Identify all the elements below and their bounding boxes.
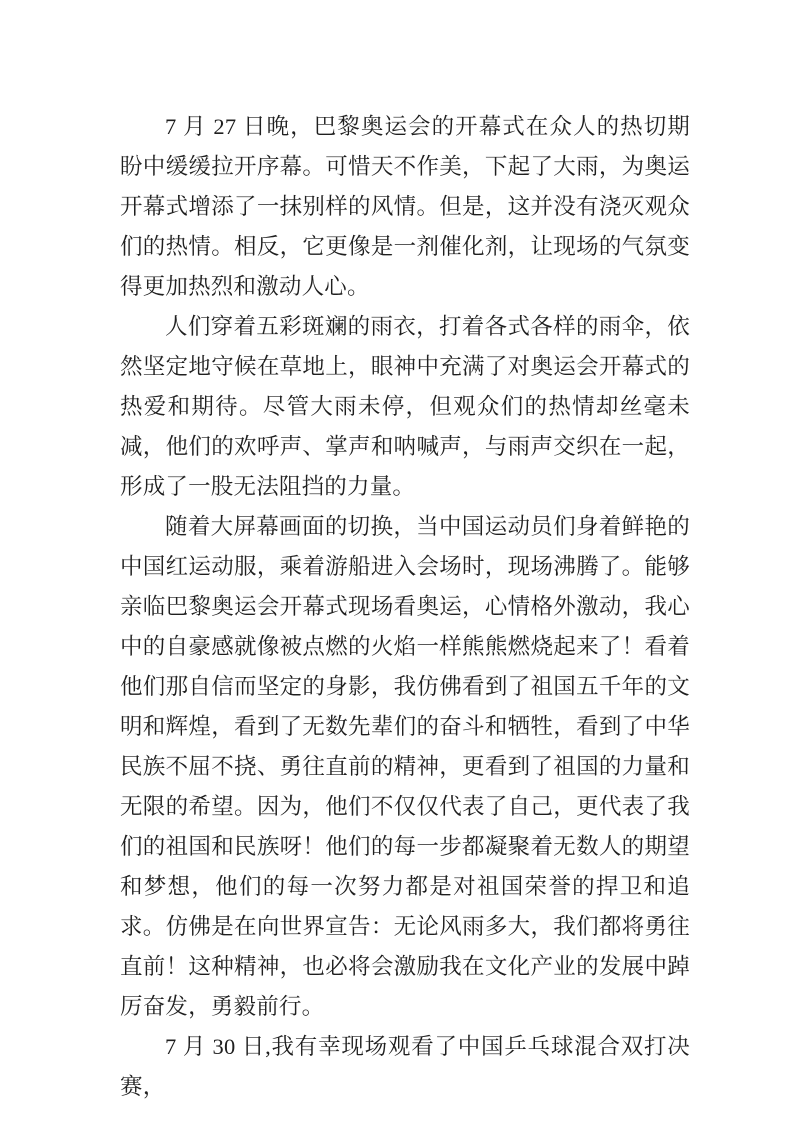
paragraph-opening-ceremony: 7 月 27 日晚，巴黎奥运会的开幕式在众人的热切期盼中缓缓拉开序幕。可惜天不作美，下起了大雨，为奥运开幕式增添了一抹别样的风情。但是，这并没有浇灭观众们的热情。相反，它更像是一剂催化剂，让现场的气氛变得更加热烈和激动人心。 xyxy=(120,114,690,299)
paragraph-chinese-athletes: 随着大屏幕画面的切换，当中国运动员们身着鲜艳的中国红运动服，乘着游船进入会场时，现场沸腾了。能够亲临巴黎奥运会开幕式现场看奥运，心情格外激动，我心中的自豪感就像被点燃的火焰一样熊熊燃烧起来了！看着他们那自信而坚定的身影，我仿佛看到了祖国五千年的文明和辉煌，看到了无数先辈们的奋斗和牺牲，看到了中华民族不屈不挠、勇往直前的精神，更看到了祖国的力量和无限的希望。因为，他们不仅仅代表了自己，更代表了我们的祖国和民族呀！他们的每一步都凝聚着无数人的期望和梦想，他们的每一次努力都是对祖国荣誉的捍卫和追求。仿佛是在向世界宣告：无论风雨多大，我们都将勇往直前！这种精神，也必将会激励我在文化产业的发展中踔厉奋发，勇毅前行。 xyxy=(120,514,690,1019)
paragraph-table-tennis-final: 7 月 30 日,我有幸现场观看了中国乒乓球混合双打决赛， xyxy=(120,1034,690,1099)
document-body xyxy=(120,107,690,1107)
paragraph-audience-in-rain: 人们穿着五彩斑斓的雨衣，打着各式各样的雨伞，依然坚定地守候在草地上，眼神中充满了对奥运会开幕式的热爱和期待。尽管大雨未停，但观众们的热情却丝毫未减，他们的欢呼声、掌声和呐喊声，与雨声交织在一起，形成了一股无法阻挡的力量。 xyxy=(120,314,690,499)
